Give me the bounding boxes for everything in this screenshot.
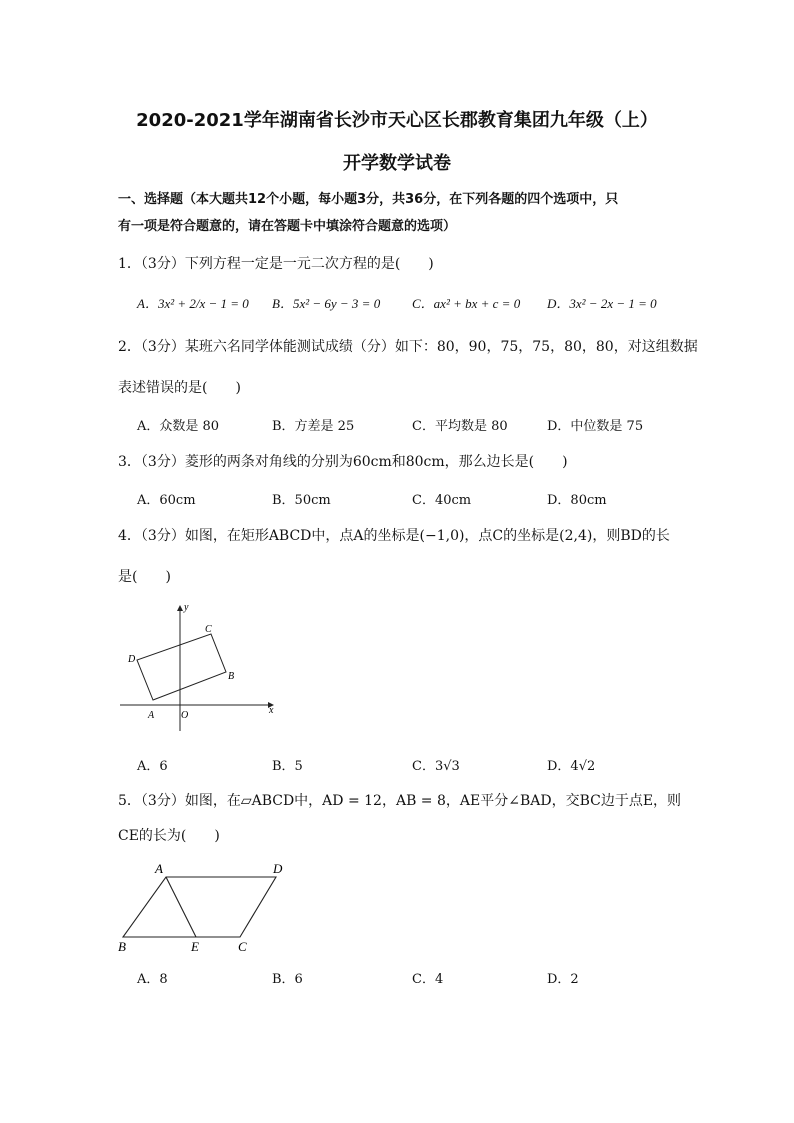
- question-4-stem-cont: 是( ): [118, 569, 171, 585]
- question-4-stem: 4．（3分）如图，在矩形ABCD中，点A的坐标是(−1,0)，点C的坐标是(2,4)，则BD的长: [118, 528, 670, 544]
- rectangle-abcd: [137, 634, 226, 700]
- q2-option-d: D．中位数是 75: [547, 419, 644, 434]
- page-subtitle: 开学数学试卷: [343, 153, 451, 174]
- q3-option-a: A．60cm: [137, 493, 196, 508]
- label-b: B: [118, 939, 126, 954]
- question-5-stem-cont: CE的长为( ): [118, 828, 220, 844]
- label-c: C: [205, 624, 212, 635]
- section-heading-cont: 有一项是符合题意的，请在答题卡中填涂符合题意的选项）: [118, 219, 457, 234]
- q4-option-d: D．4√2: [547, 759, 596, 774]
- label-d: D: [273, 861, 283, 876]
- q5-option-c: C．4: [412, 972, 444, 987]
- label-a: A: [148, 710, 155, 721]
- q2-option-a: A．众数是 80: [137, 419, 220, 434]
- q3-option-d: D．80cm: [547, 493, 607, 508]
- q3-option-c: C．40cm: [412, 493, 472, 508]
- label-a: A: [155, 861, 163, 876]
- q2-option-b: B．方差是 25: [272, 419, 355, 434]
- q1-option-d: D．3x² − 2x − 1 = 0: [547, 296, 657, 311]
- label-c: C: [238, 939, 247, 954]
- label-d: D: [128, 654, 136, 665]
- q5-option-d: D．2: [547, 972, 579, 987]
- q4-option-b: B．5: [272, 759, 303, 774]
- q5-parallelogram-figure: [113, 858, 298, 958]
- question-1-stem: 1．（3分）下列方程一定是一元二次方程的是( ): [118, 256, 434, 272]
- label-y: y: [184, 602, 189, 613]
- q4-coordinate-figure: [115, 598, 285, 738]
- label-e: E: [191, 939, 199, 954]
- question-2-stem-cont: 表述错误的是( ): [118, 380, 241, 396]
- q1-option-c: C．ax² + bx + c = 0: [412, 296, 521, 311]
- q3-option-b: B．50cm: [272, 493, 331, 508]
- q5-option-a: A．8: [137, 972, 168, 987]
- q1-option-b: B．5x² − 6y − 3 = 0: [272, 296, 381, 311]
- q5-option-b: B．6: [272, 972, 303, 987]
- q2-option-c: C．平均数是 80: [412, 419, 508, 434]
- parallelogram-abcd: [123, 877, 276, 937]
- label-x: x: [269, 705, 274, 716]
- question-3-stem: 3．（3分）菱形的两条对角线的分别为60cm和80cm，那么边长是( ): [118, 454, 568, 470]
- question-5-stem: 5．（3分）如图，在▱ABCD中，AD = 12，AB = 8，AE平分∠BAD，交BC边于点E，则: [118, 793, 682, 809]
- q4-option-a: A．6: [137, 759, 168, 774]
- question-2-stem: 2．（3分）某班六名同学体能测试成绩（分）如下：80，90，75，75，80，80，对这组数据: [118, 339, 698, 355]
- q4-option-c: C．3√3: [412, 759, 460, 774]
- page-title: 2020-2021学年湖南省长沙市天心区长郡教育集团九年级（上）: [136, 110, 658, 131]
- label-b: B: [228, 671, 235, 682]
- segment-ae: [166, 877, 196, 937]
- q1-option-a: A．3x² + 2/x − 1 = 0: [137, 296, 249, 311]
- section-heading: 一、选择题（本大题共12个小题，每小题3分，共36分，在下列各题的四个选项中，只: [118, 192, 619, 207]
- label-origin: O: [181, 710, 189, 721]
